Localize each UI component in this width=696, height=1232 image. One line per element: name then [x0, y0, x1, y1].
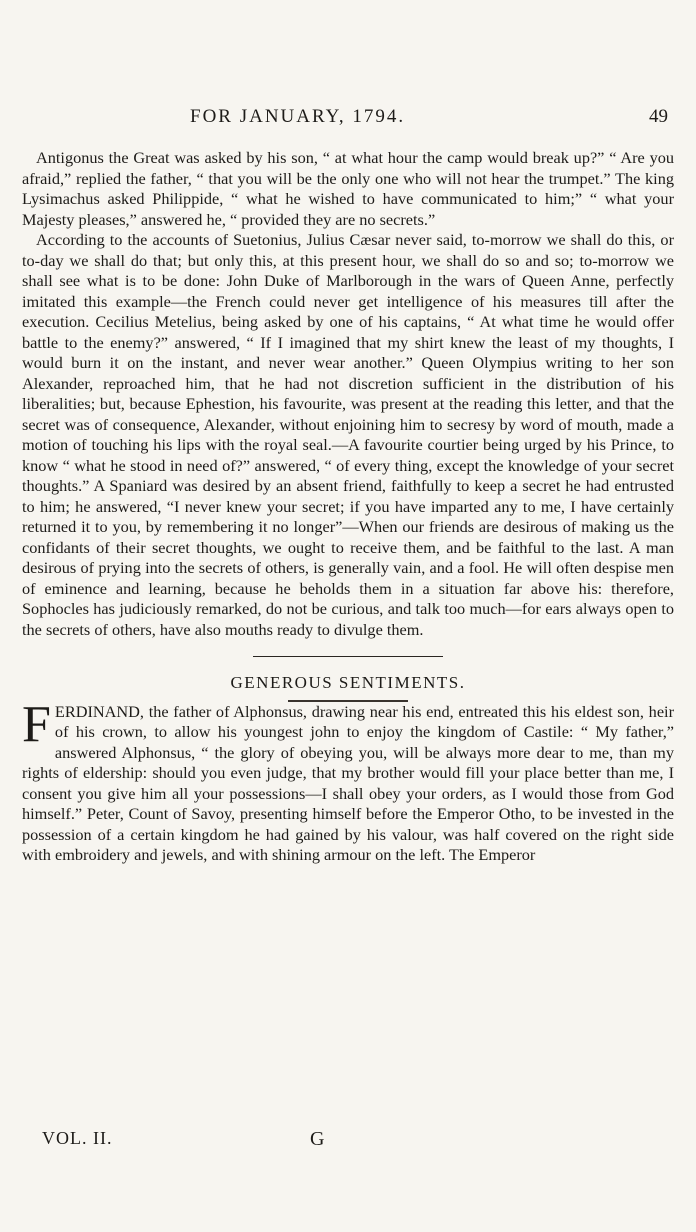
- page-number: 49: [649, 106, 668, 127]
- running-title: FOR JANUARY, 1794.: [190, 106, 406, 127]
- paragraph-ferdinand: [22, 695, 674, 866]
- page-footer: [22, 1128, 674, 1154]
- paragraph-antigonus: Antigonus the Great was asked by his son, “ at what hour the camp would break up?” “ Are you afraid,” replied the father, “ that you will be the only one who will not hear the trumpet.” The king Lysimachus asked Philippide, “ what he wished to have communicated to him;” “ what your Majesty pleases,” answered he, “ provided they are no secrets.”: [22, 148, 674, 229]
- paragraph-suetonius: According to the accounts of Suetonius, Julius Cæsar never said, to-morrow we shall do this, or to-day we shall do that; but only this, at this present hour, we shall do so and so; to-morrow we shall see what is to be done: John Duke of Marlborough in the wars of Queen Anne, perfectly imitated this example—the French could never get intelligence of his measures till after the execution. Cecilius Metelius, being asked by one of his captains, “ At what time he would offer battle to the enemy?” answered, “ If I imagined that my shirt knew the least of my thoughts, I would burn it on the instant, and never wear another.” Queen Olympius writing to her son Alexander, reproached him, that he had not discretion sufficient in the distribution of his liberalities; but, because Ephestion, his favourite, was present at the reading this letter, and that the secret was of consequence, Alexander, without enjoining him to secresy by word of mouth, made a motion of touching his lips with the royal seal.—A favourite courtier being urged by his Prince, to know “ what he stood in need of?” answered, “ of every thing, except the knowledge of your secret thoughts.” A Spaniard was desired by an absent friend, faithfully to keep a secret he had entrusted to him; he answered, “I never knew your secret; if you have imparted any to me, I have certainly returned it to you, by remembering it no longer”—When our friends are desirous of making us the confidants of their secret thoughts, we ought to receive them, and be faithful to the last. A man desirous of prying into the secrets of others, is generally vain, and a fool. He will often despise men of eminence and learning, because he beholds them in a situation far above his: therefore, Sophocles has judiciously remarked, do not be curious, and talk too much—for ears always open to the secrets of others, have also mouths ready to divulge them.: [22, 230, 674, 639]
- book-page: [22, 0, 674, 1232]
- section-divider-top: [253, 656, 443, 657]
- paragraph-ferdinand-text: ERDINAND, the father of Alphonsus, drawing near his end, entreated this his eldest son, heir of his crown, to allow his youngest john to enjoy the kingdom of Castile: “ My father,” answered Alphonsus, “ the glory of obeying you, will be always more dear to me, than my rights of eldership: should you even judge, that my brother would fill your place better than me, I consent you give him all your possessions—I shall obey your orders, as I would those from God himself.” Peter, Count of Savoy, presenting himself before the Emperor Otho, to be invested in the possession of a certain kingdom he had gained by his valour, was half covered on the right side with embroidery and jewels, and with shining armour on the left. The Emperor: [22, 701, 674, 864]
- section-heading: GENEROUS SENTIMENTS.: [230, 673, 466, 692]
- drop-cap-letter: F: [22, 695, 51, 753]
- signature-mark: G: [310, 1128, 325, 1150]
- body-text: [22, 148, 674, 866]
- volume-label: VOL. II.: [42, 1128, 113, 1148]
- page-header: [22, 106, 674, 134]
